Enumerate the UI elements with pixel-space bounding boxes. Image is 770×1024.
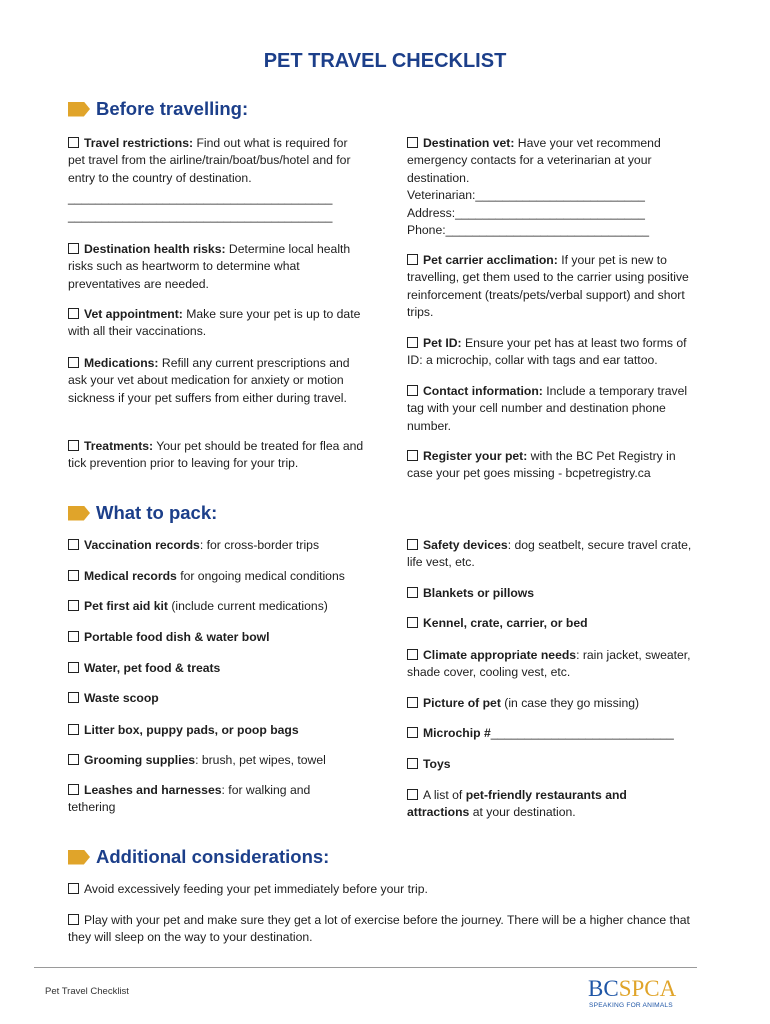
checkbox[interactable] bbox=[407, 337, 418, 348]
checkbox[interactable] bbox=[68, 883, 79, 894]
checkbox[interactable] bbox=[68, 440, 79, 451]
pack-item: Portable food dish & water bowl bbox=[68, 629, 368, 646]
section-heading-before bbox=[68, 98, 248, 120]
checkbox[interactable] bbox=[407, 758, 418, 769]
phone-line[interactable]: Phone:______________________________ bbox=[407, 223, 649, 238]
checkbox[interactable] bbox=[68, 243, 79, 254]
bcspca-logo-graphic bbox=[588, 972, 698, 1012]
checkbox[interactable] bbox=[407, 385, 418, 396]
bcspca-logo bbox=[588, 972, 698, 1012]
consideration-item: Avoid excessively feeding your pet immediately before your trip. bbox=[68, 881, 708, 898]
section-heading-additional bbox=[68, 846, 329, 868]
write-in-line[interactable]: _______________________________________ bbox=[68, 191, 333, 206]
footer-text: Pet Travel Checklist bbox=[45, 986, 129, 997]
checkbox[interactable] bbox=[68, 914, 79, 925]
pack-item: Grooming supplies: brush, pet wipes, towel bbox=[68, 752, 368, 769]
pack-item: Medical records for ongoing medical conditions bbox=[68, 568, 368, 585]
tag-arrow-icon bbox=[68, 506, 90, 521]
checkbox[interactable] bbox=[68, 137, 79, 148]
tag-arrow-icon bbox=[68, 102, 90, 117]
pack-item: Water, pet food & treats bbox=[68, 660, 368, 677]
checkbox[interactable] bbox=[68, 600, 79, 611]
checkbox[interactable] bbox=[407, 789, 418, 800]
svg-text:SPEAKING FOR ANIMALS: SPEAKING FOR ANIMALS bbox=[589, 1002, 673, 1009]
checklist-item-travel-restrictions: Travel restrictions: Find out what is required for pet travel from the airline/train/boat/bus/hotel and for entry to the country of destination. _______________________________________ _______________________________________ bbox=[68, 135, 364, 225]
checkbox[interactable] bbox=[68, 754, 79, 765]
checklist-item-register-your-pet: Register your pet: with the BC Pet Registry in case your pet goes missing - bcpetregistry.ca bbox=[407, 449, 676, 481]
pack-item: Toys bbox=[407, 756, 703, 773]
checkbox[interactable] bbox=[68, 539, 79, 550]
checkbox[interactable] bbox=[407, 697, 418, 708]
checkbox[interactable] bbox=[407, 727, 418, 738]
checkbox[interactable] bbox=[407, 539, 418, 550]
checkbox[interactable] bbox=[68, 570, 79, 581]
pack-item: Waste scoop bbox=[68, 690, 368, 707]
veterinarian-line[interactable]: Veterinarian:_________________________ bbox=[407, 188, 645, 203]
checklist-item-contact-information: Contact information: Include a temporary travel tag with your cell number and destination phone number. bbox=[407, 384, 688, 433]
footer-divider bbox=[34, 967, 697, 968]
checkbox[interactable] bbox=[68, 308, 79, 319]
section-heading-text: Additional considerations: bbox=[96, 846, 330, 867]
checklist-item-vet-appointment: Vet appointment: Make sure your pet is up to date with all their vaccinations. bbox=[68, 307, 361, 339]
pack-item: Vaccination records: for cross-border trips bbox=[68, 537, 368, 554]
svg-text:BCSPCA: BCSPCA bbox=[588, 976, 677, 1001]
pack-item: Leashes and harnesses: for walking and tethering bbox=[68, 783, 311, 815]
checklist-item-pet-id: Pet ID: Ensure your pet has at least two forms of ID: a microchip, collar with tags and ear tattoo. bbox=[407, 336, 687, 368]
write-in-line[interactable]: _______________________________________ bbox=[68, 208, 333, 223]
section-heading-pack bbox=[68, 502, 217, 524]
pack-item: Climate appropriate needs: rain jacket, sweater, shade cover, cooling vest, etc. bbox=[407, 648, 691, 680]
pack-item: Pet first aid kit (include current medications) bbox=[68, 598, 368, 615]
section-heading-text: What to pack: bbox=[96, 502, 218, 523]
checkbox[interactable] bbox=[68, 631, 79, 642]
address-line[interactable]: Address:____________________________ bbox=[407, 205, 645, 220]
checkbox[interactable] bbox=[407, 617, 418, 628]
pack-item: Kennel, crate, carrier, or bed bbox=[407, 615, 703, 632]
checklist-item-pet-carrier-acclimation: Pet carrier acclimation: If your pet is new to travelling, get them used to the carrier using positive reinforcement (treats/pets/verbal support) and short trips. bbox=[407, 253, 689, 320]
checkbox[interactable] bbox=[68, 784, 79, 795]
checkbox[interactable] bbox=[68, 724, 79, 735]
pack-item: Litter box, puppy pads, or poop bags bbox=[68, 722, 368, 739]
pack-item: Blankets or pillows bbox=[407, 585, 703, 602]
checkbox[interactable] bbox=[407, 587, 418, 598]
checklist-item-treatments: Treatments: Your pet should be treated for flea and tick prevention prior to leaving for your trip. bbox=[68, 439, 364, 471]
checkbox[interactable] bbox=[68, 692, 79, 703]
checkbox[interactable] bbox=[68, 662, 79, 673]
pack-item: Safety devices: dog seatbelt, secure travel crate, life vest, etc. bbox=[407, 538, 692, 570]
checklist-item-destination-vet: Destination vet: Have your vet recommend emergency contacts for a veterinarian at your destination. Veterinarian:_________________________ Address:____________________________ Phone:______________________________ bbox=[407, 135, 703, 239]
tag-arrow-icon bbox=[68, 850, 90, 865]
checkbox[interactable] bbox=[407, 649, 418, 660]
pack-item: Microchip #___________________________ bbox=[407, 725, 703, 742]
checkbox[interactable] bbox=[407, 450, 418, 461]
consideration-item: Play with your pet and make sure they get a lot of exercise before the journey. There will be a higher chance that they will sleep on the way to your destination. bbox=[68, 913, 690, 945]
pack-item: A list of pet-friendly restaurants and attractions at your destination. bbox=[407, 788, 627, 820]
checkbox[interactable] bbox=[68, 357, 79, 368]
pack-item: Picture of pet (in case they go missing) bbox=[407, 695, 703, 712]
section-heading-text: Before travelling: bbox=[96, 98, 249, 119]
checkbox[interactable] bbox=[407, 254, 418, 265]
checkbox[interactable] bbox=[407, 137, 418, 148]
page-title: PET TRAVEL CHECKLIST bbox=[263, 50, 507, 72]
checklist-item-medications: Medications: Refill any current prescriptions and ask your vet about medication for anxiety or motion sickness if your pet suffers from either during travel. bbox=[68, 356, 350, 405]
checklist-item-destination-health-risks: Destination health risks: Determine local health risks such as heartworm to determine what preventatives are needed. bbox=[68, 242, 351, 291]
